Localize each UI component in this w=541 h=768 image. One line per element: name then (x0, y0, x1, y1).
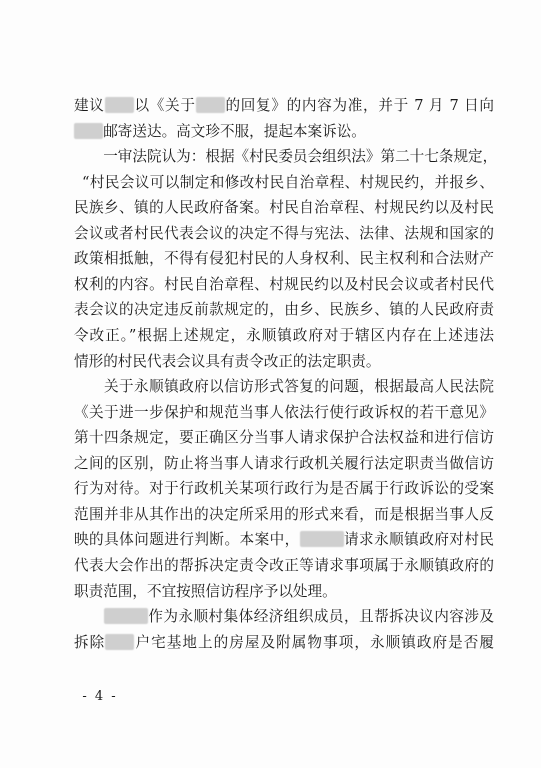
text-line (74, 94, 494, 118)
redacted-name (300, 531, 344, 547)
text-line (74, 145, 498, 169)
redacted-name (74, 123, 103, 139)
text-line (74, 426, 494, 450)
text-line (74, 554, 494, 578)
text-line (74, 452, 494, 476)
line-text: 职责范围，不宜按照信访程序予以处理。 (74, 582, 337, 600)
line-text: 户宅基地上的房屋及附属物事项，永顺镇政府是否履 (134, 633, 494, 651)
line-text: 建议 (74, 97, 105, 114)
line-text: 拆除 (74, 633, 106, 651)
line-text: 《关于进一步保护和规范当事人依法行使行政诉权的若干意见》 (74, 403, 494, 421)
text-line (74, 503, 494, 527)
text-line (74, 631, 494, 655)
text-line (82, 171, 494, 195)
line-text: 行为对待。对于行政机关某项行政行为是否属于行政诉讼的受案 (74, 480, 494, 498)
line-text: 关于永顺镇政府以信访形式答复的问题，根据最高人民法院 (74, 378, 494, 396)
line-text: 邮寄送达。高文珍不服，提起本案诉讼。 (103, 122, 366, 140)
line-text: “村民会议可以制定和修改村民自治章程、村规民约，并报乡、 (82, 173, 494, 191)
text-line (74, 120, 494, 144)
text-line (74, 528, 494, 552)
text-line (74, 222, 494, 246)
line-text: 范围并非从其作出的决定所采用的形式来看，而是根据当事人反 (74, 505, 494, 523)
line-text: 的回复》的内容为准，并于 7 月 7 日向 (224, 97, 494, 114)
line-text: 权利的内容。村民自治章程、村规民约以及村民会议或者村民代 (74, 275, 494, 293)
line-text: 以《关于 (133, 97, 196, 114)
text-line (74, 477, 494, 501)
line-text: 之间的区别，防止将当事人请求行政机关履行法定职责当做信访 (74, 454, 494, 472)
redacted-name (105, 97, 134, 113)
redacted-name (104, 608, 148, 624)
line-text: 情形的村民代表会议具有责令改正的法定职责。 (74, 352, 381, 370)
text-line (74, 247, 494, 271)
line-text (74, 608, 104, 625)
line-text: 民族乡、镇的人民政府备案。村民自治章程、村规民约以及村民 (74, 199, 494, 217)
line-text: 请求永顺镇政府对村民 (343, 531, 494, 549)
redacted-name (105, 634, 134, 650)
text-line (74, 273, 494, 297)
line-text: 代表大会作出的帮拆决定责令改正等请求事项属于永顺镇政府的 (74, 556, 494, 574)
line-text: 政策相抵触，不得有侵犯村民的人身权利、民主权利和合法财产 (74, 250, 494, 268)
text-line (74, 324, 494, 348)
line-text: 作为永顺村集体经济组织成员，且帮拆决议内容涉及 (147, 608, 494, 625)
line-text: 一审法院认为：根据《村民委员会组织法》第二十七条规定， (74, 148, 498, 166)
line-text: 令改正。”根据上述规定，永顺镇政府对于辖区内存在上述违法 (74, 327, 494, 344)
line-text: 表会议的决定违反前款规定的，由乡、民族乡、镇的人民政府责 (74, 301, 494, 319)
text-line (74, 298, 494, 322)
line-text: 会议或者村民代表会议的决定不得与宪法、法律、法规和国家的 (74, 224, 494, 242)
text-line (74, 605, 494, 629)
line-text: 第十四条规定，要正确区分当事人请求保护合法权益和进行信访 (74, 429, 494, 447)
line-text: 映的具体问题进行判断。本案中， (74, 531, 300, 549)
redacted-name (196, 97, 225, 113)
text-line (74, 350, 494, 374)
page-number: - 4 - (82, 689, 118, 704)
text-line (74, 375, 494, 399)
text-line (74, 196, 494, 220)
text-line (74, 401, 494, 425)
text-line (74, 580, 494, 604)
